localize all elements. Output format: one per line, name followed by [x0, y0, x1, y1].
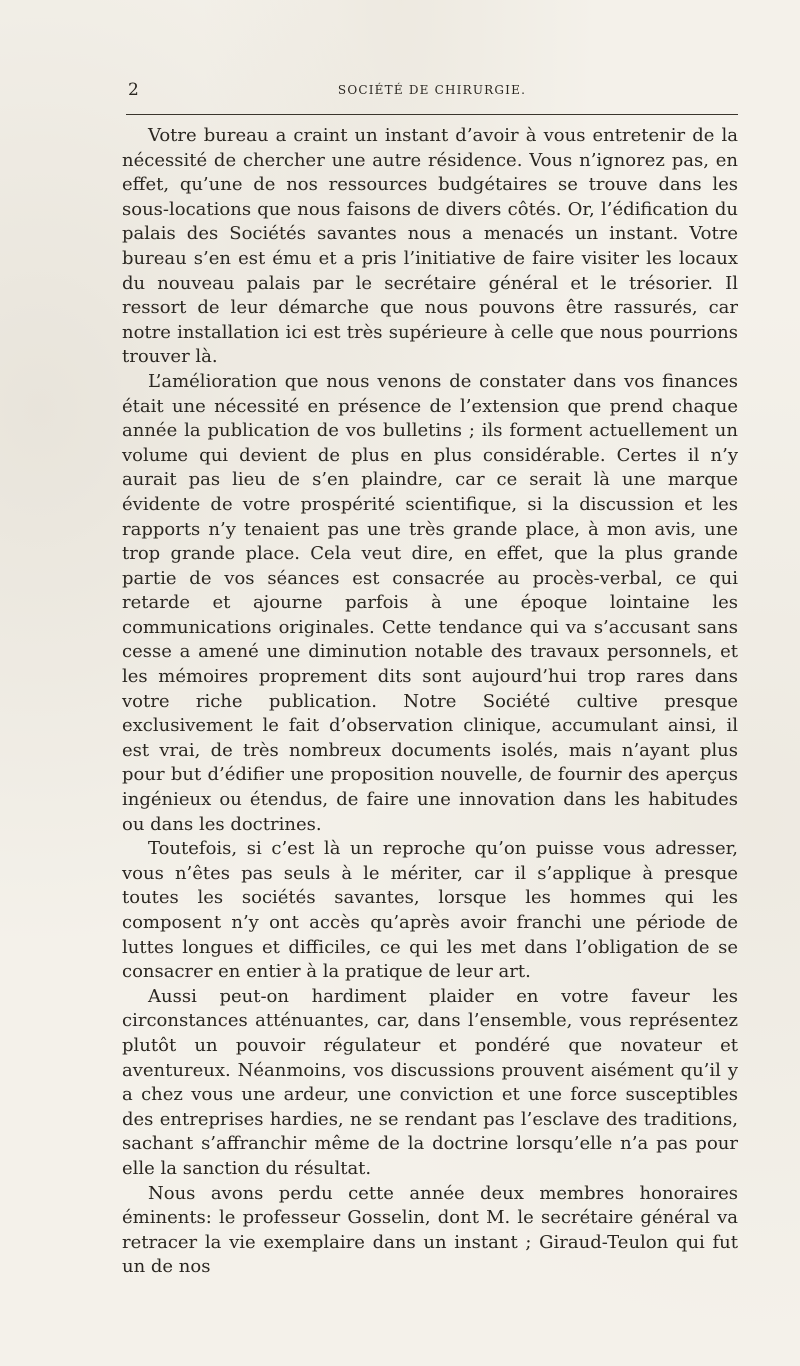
paragraph-4: Aussi peut-on hardiment plaider en votre faveur les circonstances atténuantes, car, dans l’ensemble, vous représentez plutôt un pouvoir régulateur et pondéré que novateur et aventureux. Néanmoins, vos discussions prouvent aisément qu’il y a chez vous une ardeur, une conviction et une force susceptibles des entreprises hardies, ne se rendant pas l’esclave des traditions, sachant s’affranchir même de la doctrine lorsqu’elle n’a pas pour elle la sanction du résultat.	[122, 985, 738, 1179]
body-text	[122, 124, 738, 1280]
page-number: 2	[128, 80, 139, 100]
paragraph-5: Nous avons perdu cette année deux membres honoraires éminents: le professeur Gosselin, dont M. le secrétaire général va retracer la vie exemplaire dans un instant ; Giraud-Teulon qui fut un de nos	[122, 1182, 738, 1278]
header-rule	[126, 114, 738, 115]
paragraph-1: Votre bureau a craint un instant d’avoir à vous entretenir de la nécessité de chercher une autre résidence. Vous n’ignorez pas, en effet, qu’une de nos ressources budgétaires se trouve dans les sous-locations que nous faisons de divers côtés. Or, l’édification du palais des Sociétés savantes nous a menacés un instant. Votre bureau s’en est ému et a pris l’initiative de faire visiter les locaux du nouveau palais par le secrétaire général et le trésorier. Il ressort de leur démarche que nous pouvons être rassurés, car notre installation ici est très supérieure à celle que nous pourrions trouver là.	[122, 125, 738, 368]
paragraph-2: L’amélioration que nous venons de constater dans vos finances était une nécessité en présence de l’extension que prend chaque année la publication de vos bulletins ; ils forment actuellement un volume qui devient de plus en plus considérable. Certes il n’y aurait pas lieu de s’en plaindre, car ce serait là une marque évidente de votre prospérité scientifique, si la discussion et les rapports n’y tenaient pas une très grande place, à mon avis, une trop grande place. Cela veut dire, en effet, que la plus grande partie de vos séances est consacrée au procès-verbal, ce qui retarde et ajourne parfois à une époque lointaine les communications originales. Cette tendance qui va s’accusant sans cesse a amené une diminution notable des travaux personnels, et les mémoires proprement dits sont aujourd’hui trop rares dans votre riche publication. Notre Société cultive presque exclusivement le fait d’observation clinique, accumulant ainsi, il est vrai, de très nombreux documents isolés, mais n’ayant plus pour but d’édifier une proposition nouvelle, de fournir des aperçus ingénieux ou étendus, de faire une innovation dans les habitudes ou dans les doctrines.	[122, 370, 738, 835]
running-title: SOCIÉTÉ DE CHIRURGIE.	[337, 83, 527, 97]
paragraph-3: Toutefois, si c’est là un reproche qu’on puisse vous adresser, vous n’êtes pas seuls à le mériter, car il s’applique à presque toutes les sociétés savantes, lorsque les hommes qui les composent n’y ont accès qu’après avoir franchi une période de luttes longues et difficiles, ce qui les met dans l’obligation de se consacrer en entier à la pratique de leur art.	[122, 838, 738, 983]
running-head	[128, 80, 736, 100]
